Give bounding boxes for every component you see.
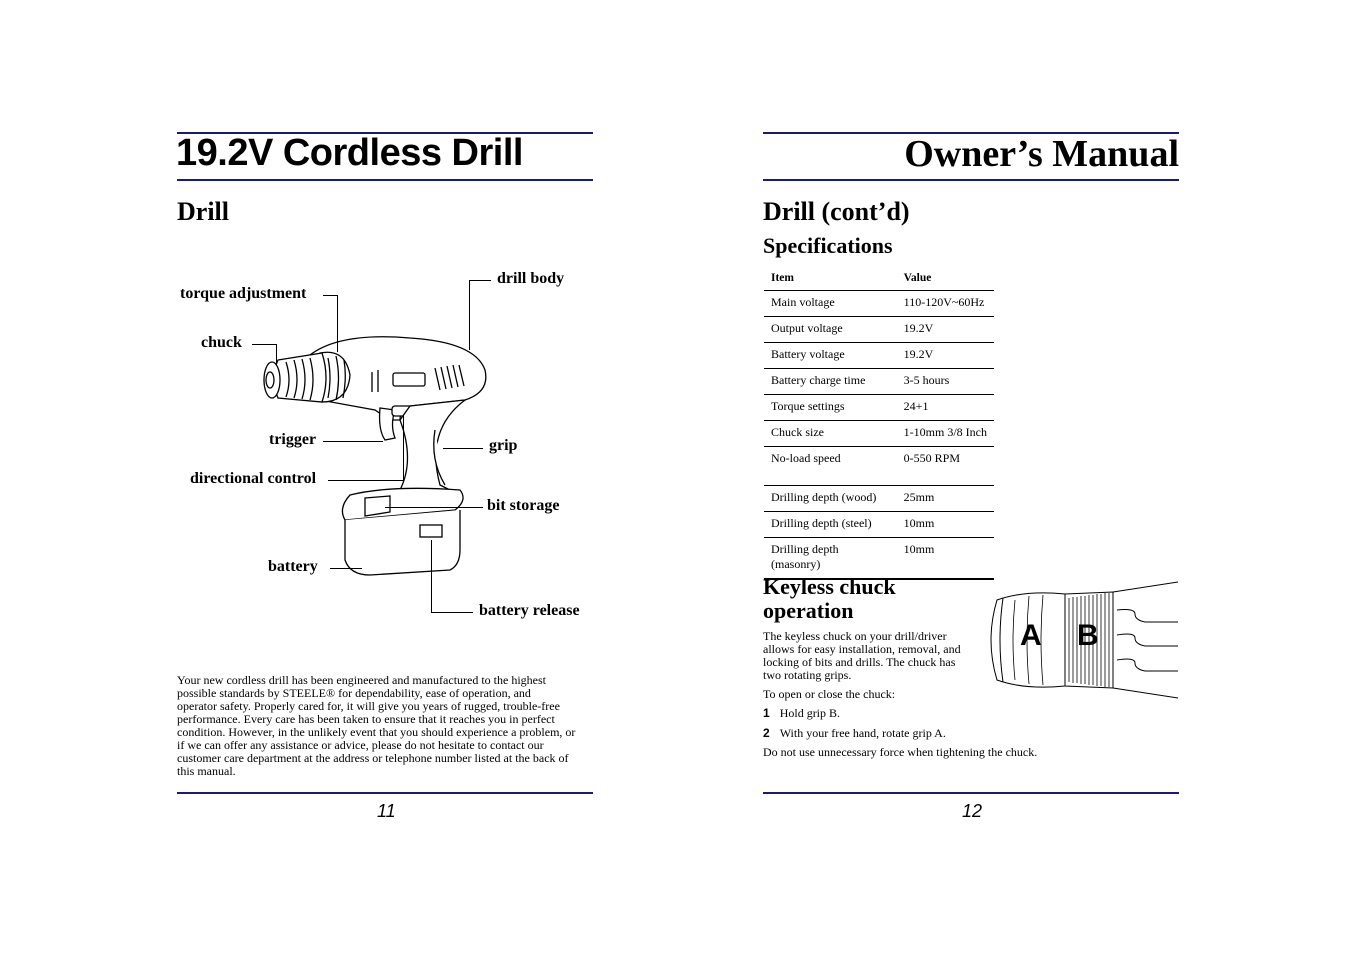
specifications-table [764,272,994,580]
cell-value: 10mm [897,512,994,538]
table-row [764,421,994,447]
drill-illustration [250,320,500,590]
table-row [764,512,994,538]
left-footer-rule [177,792,593,794]
label-trigger: trigger [269,431,317,448]
body-line: possible standards by STEELE® for dependability, ease of operation, and [177,686,531,700]
right-page-title: Owner’s Manual [904,133,1179,175]
cell-value: 25mm [897,486,994,512]
caution-note: Do not use unnecessary force when tightening the chuck. [763,745,1038,759]
cell-item: Chuck size [764,421,897,447]
label-chuck: chuck [201,334,242,351]
right-section-heading: Drill (cont’d) [763,197,910,226]
cell-value: 1-10mm 3/8 Inch [897,421,994,447]
step-number: 1 [763,706,770,720]
body-line: operator safety. Properly cared for, it will give you years of rugged, trouble-free [177,699,560,713]
left-section-heading: Drill [177,197,229,226]
open-close-instruction: To open or close the chuck: [763,687,896,701]
label-directional-control: directional control [190,470,317,487]
table-header-row [764,272,994,291]
cell-item: Torque settings [764,395,897,421]
step-text: With your free hand, rotate grip A. [779,726,946,740]
left-page-number: 11 [377,801,396,821]
left-page-title: 19.2V Cordless Drill [176,132,523,174]
cell-item: Drilling depth (masonry) [764,538,897,580]
cell-value: 24+1 [897,395,994,421]
label-battery: battery [268,558,318,575]
right-page-number: 12 [962,801,983,821]
right-footer-rule [763,792,1179,794]
step-1 [763,706,840,720]
header-value: Value [897,272,994,291]
cell-value: 0-550 RPM [897,447,994,486]
cell-item: Main voltage [764,291,897,317]
cell-item: Drilling depth (wood) [764,486,897,512]
chuck-grip-a-label: A [1020,619,1042,652]
right-title-bottom-rule [763,179,1179,181]
keyless-intro: The keyless chuck on your drill/driver allows for easy installation, removal, and locking of bits and drills. The chuck has two rotating grips. [763,629,961,682]
cell-value: 19.2V [897,343,994,369]
table-row [764,447,994,486]
table-row [764,395,994,421]
cell-item: Output voltage [764,317,897,343]
keyless-chuck-heading: Keyless chuck operation [763,574,896,623]
cell-item: Drilling depth (steel) [764,512,897,538]
label-torque-adjustment: torque adjustment [180,285,307,302]
body-line: condition. However, in the unlikely event that you should experience a problem, or [177,725,576,739]
label-bit-storage: bit storage [487,497,560,514]
body-line: this manual. [177,764,236,778]
table-row [764,538,994,580]
left-title-bottom-rule [177,179,593,181]
table-row [764,291,994,317]
cell-item: No-load speed [764,447,897,486]
step-number: 2 [763,726,770,740]
cell-item: Battery voltage [764,343,897,369]
header-item: Item [764,272,897,291]
cell-value: 10mm [897,538,994,580]
table-row [764,369,994,395]
label-drill-body: drill body [497,270,565,287]
step-text: Hold grip B. [779,706,841,720]
body-line: customer care department at the address or telephone number listed at the back of [177,751,569,765]
cell-value: 3-5 hours [897,369,994,395]
step-2 [763,726,946,740]
specifications-heading: Specifications [763,233,893,258]
table-row [764,317,994,343]
intro-paragraph [177,674,607,778]
label-grip: grip [489,437,518,454]
body-line: performance. Every care has been taken to ensure that it reaches you in perfect [177,712,555,726]
cell-value: 19.2V [897,317,994,343]
body-line: if we can offer any assistance or advice, please do not hesitate to contact our [177,738,544,752]
table-row [764,486,994,512]
cell-value: 110-120V~60Hz [897,291,994,317]
cell-item: Battery charge time [764,369,897,395]
chuck-grip-b-label: B [1077,619,1099,652]
label-battery-release: battery release [479,602,580,619]
table-row [764,343,994,369]
body-line: Your new cordless drill has been engineered and manufactured to the highest [177,673,547,687]
